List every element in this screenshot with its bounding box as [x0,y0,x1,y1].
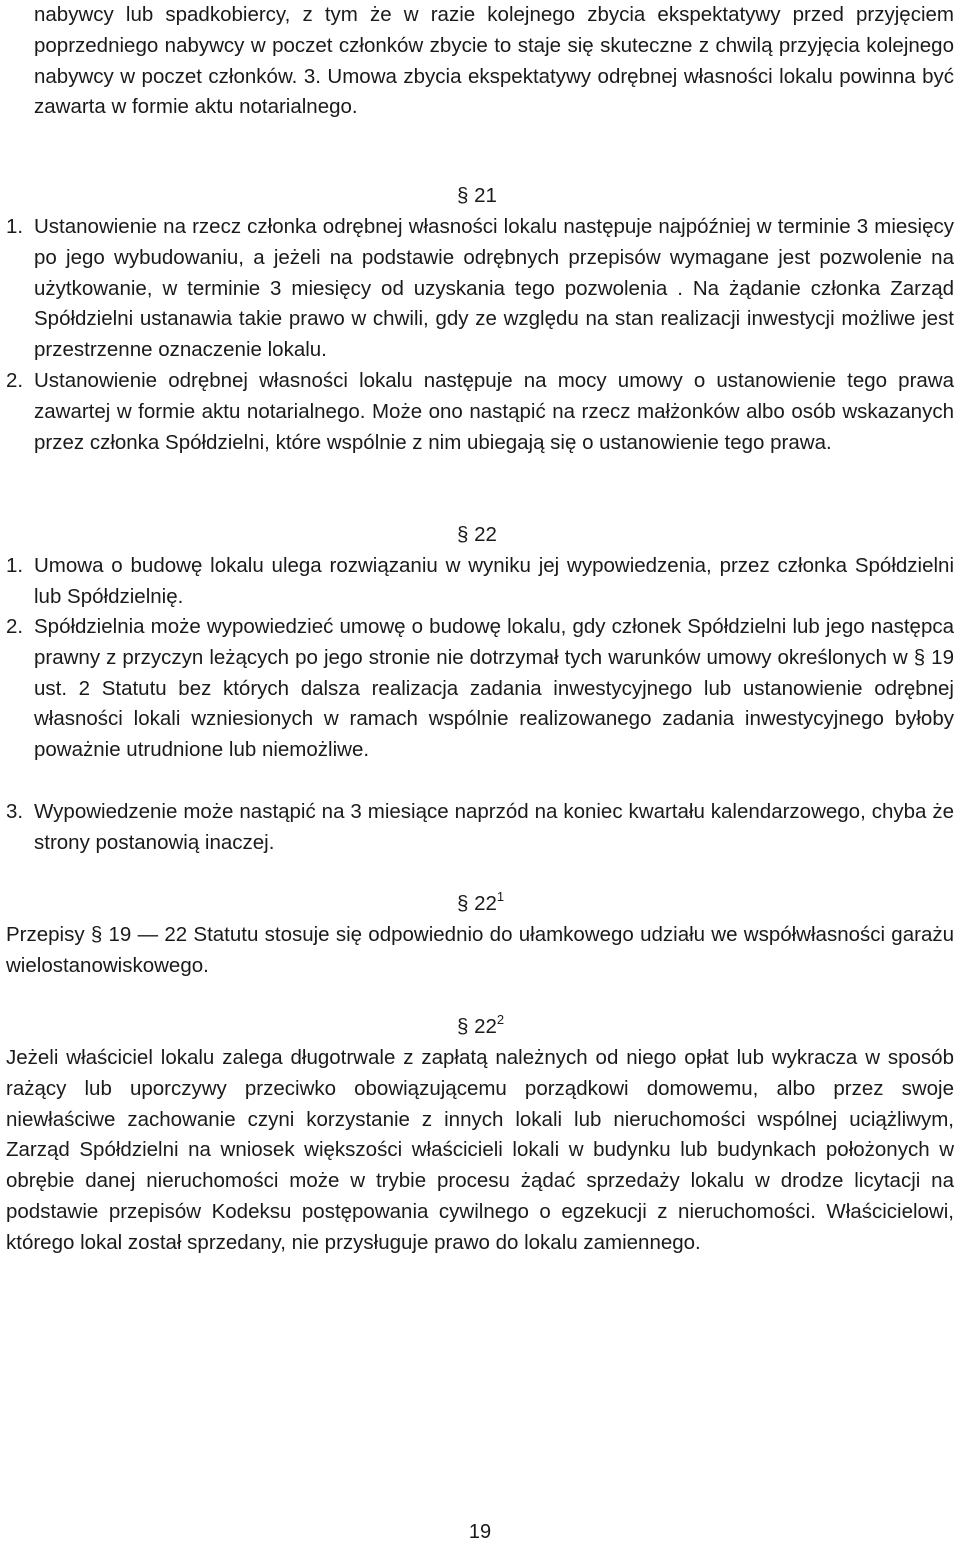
section-22-1-paragraph [6,920,954,982]
section-symbol: § [457,892,469,915]
section-heading-22-1 [457,889,504,919]
section-21-item-2 [6,366,954,458]
list-number: 3. [6,800,24,823]
paragraph-text: Jeżeli właściciel lokalu zalega długotrwale z zapłatą należnych od niego opłat lub wykracza w sposób rażący lub uporczywy przeciwko obowiązującemu porządkowi domowemu, albo przez swoje niewłaściwe zachowanie czyni korzystanie z innych lokali lub nieruchomości wspólnej uciążliwym, Zarząd Spółdzielni na wniosek większości właścicieli lokali w budynku lub budynkach położonych w obrębie danej nieruchomości może w trybie procesu żądać sprzedaży lokalu w drodze licytacji na podstawie przepisów Kodeksu postępowania cywilnego o egzekucji z nieruchomości. Właścicielowi, którego lokal został sprzedany, nie przysługuje prawo do lokalu zamiennego. [6,1046,954,1254]
list-number: 1. [6,215,24,238]
section-number: 21 [474,184,497,207]
section-symbol: § [457,523,469,546]
section-number: 22 [474,892,497,915]
paragraph-text: Ustanowienie odrębnej własności lokalu następuje na mocy umowy o ustanowienie tego prawa zawartej w formie aktu notarialnego. Może ono nastąpić na rzecz małżonków albo osób wskazanych przez członka Spółdzielni, które wspólnie z nim ubiegają się o ustanowienie tego prawa. [34,369,954,454]
paragraph-text: nabywcy lub spadkobiercy, z tym że w razie kolejnego zbycia ekspektatywy przed przyjęciem poprzedniego nabywcy w poczet członków zbycie to staje się skuteczne z chwilą przyjęcia kolejnego nabywcy w poczet członków. [34,3,954,88]
fragment-top-paragraph [34,0,954,123]
page-number: 19 [468,1521,492,1543]
paragraph-text: Umowa o budowę lokalu ulega rozwiązaniu w wyniku jej wypowiedzenia, przez członka Spółdzielni lub Spółdzielnię. [34,554,954,608]
list-number: 2. [6,615,24,638]
section-symbol: § [457,1015,469,1038]
section-number: 22 [474,1015,497,1038]
section-22-item-2 [6,612,954,766]
section-21-item-1 [6,212,954,366]
section-22-2-paragraph [6,1043,954,1259]
paragraph-text: Umowa zbycia ekspektatywy odrębnej własności lokalu powinna być zawarta w formie aktu notarialnego. [34,64,954,119]
paragraph-text: Ustanowienie na rzecz członka odrębnej własności lokalu następuje najpóźniej w terminie 3 miesięcy po jego wybudowaniu, a jeżeli na podstawie odrębnych przepisów wymagane jest pozwolenie na użytkowanie, w terminie 3 miesięcy od uzyskania tego pozwolenia . Na żądanie członka Zarząd Spółdzielni ustanawia takie prawo w chwili, gdy ze względu na stan realizacji inwestycji możliwe jest przestrzenne oznaczenie lokalu. [34,215,954,362]
section-heading-22-2 [457,1012,504,1042]
paragraph-text: Wypowiedzenie może nastąpić na 3 miesiące naprzód na koniec kwartału kalendarzowego, chyba że strony postanowią inaczej. [34,800,954,854]
section-number: 22 [474,523,497,546]
section-symbol: § [457,184,469,207]
section-superscript: 2 [496,1012,505,1027]
section-22-item-1 [6,551,954,613]
paragraph-text: Spółdzielnia może wypowiedzieć umowę o budowę lokalu, gdy członek Spółdzielni lub jego następca prawny z przyczyn leżących po jego stronie nie dotrzymał tych warunków umowy określonych w § 19 ust. 2 Statutu bez których dalsza realizacja zadania inwestycyjnego lub ustanowienie odrębnej własności lokali wzniesionych w ramach wspólnie realizowanego zadania inwestycyjnego byłoby poważnie utrudnione lub niemożliwe. [34,615,954,762]
paragraph-text: Przepisy § 19 — 22 Statutu stosuje się odpowiednio do ułamkowego udziału we współwłasności garażu wielostanowiskowego. [6,923,954,977]
section-superscript: 1 [496,889,505,904]
list-number: 2. [6,369,24,392]
section-heading-22 [457,520,497,550]
list-number: 1. [6,554,24,577]
section-heading-21 [457,181,497,211]
list-number: 3. [303,64,321,88]
section-22-item-3 [6,797,954,859]
